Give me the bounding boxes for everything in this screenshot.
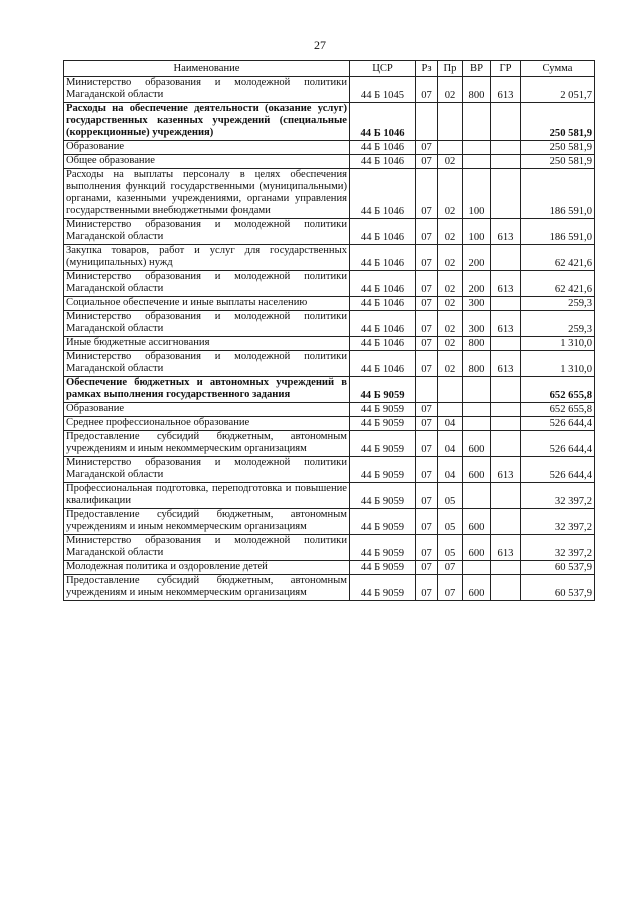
cell-sum: 60 537,9 xyxy=(521,561,595,575)
cell-vr: 100 xyxy=(463,169,491,219)
cell-pr: 05 xyxy=(438,483,463,509)
cell-vr xyxy=(463,561,491,575)
cell-rz: 07 xyxy=(416,311,438,337)
cell-vr xyxy=(463,141,491,155)
cell-pr: 02 xyxy=(438,337,463,351)
cell-vr xyxy=(463,483,491,509)
cell-pr: 07 xyxy=(438,575,463,601)
cell-csr: 44 Б 1046 xyxy=(350,155,416,169)
cell-sum: 62 421,6 xyxy=(521,271,595,297)
cell-csr: 44 Б 9059 xyxy=(350,575,416,601)
cell-pr xyxy=(438,103,463,141)
cell-sum: 32 397,2 xyxy=(521,509,595,535)
cell-sum: 526 644,4 xyxy=(521,417,595,431)
table-row xyxy=(64,575,595,601)
header-rz: Рз xyxy=(416,61,438,77)
cell-sum: 60 537,9 xyxy=(521,575,595,601)
cell-gr xyxy=(491,155,521,169)
cell-pr: 02 xyxy=(438,245,463,271)
table-row xyxy=(64,535,595,561)
cell-csr: 44 Б 9059 xyxy=(350,535,416,561)
cell-gr: 613 xyxy=(491,457,521,483)
cell-csr: 44 Б 9059 xyxy=(350,403,416,417)
cell-pr xyxy=(438,141,463,155)
cell-gr xyxy=(491,141,521,155)
cell-sum: 186 591,0 xyxy=(521,169,595,219)
cell-csr: 44 Б 1046 xyxy=(350,103,416,141)
cell-gr xyxy=(491,103,521,141)
cell-gr xyxy=(491,245,521,271)
cell-name: Образование xyxy=(64,141,350,155)
cell-pr: 02 xyxy=(438,311,463,337)
cell-vr: 100 xyxy=(463,219,491,245)
table-row xyxy=(64,561,595,575)
cell-pr: 02 xyxy=(438,77,463,103)
header-sum: Сумма xyxy=(521,61,595,77)
cell-vr: 600 xyxy=(463,535,491,561)
header-gr: ГР xyxy=(491,61,521,77)
cell-name: Министерство образования и молодежной политики Магаданской области xyxy=(64,351,350,377)
cell-pr xyxy=(438,403,463,417)
table-row xyxy=(64,483,595,509)
cell-name: Предоставление субсидий бюджетным, автономным учреждениям и иным некоммерческим организациям xyxy=(64,431,350,457)
cell-name: Министерство образования и молодежной политики Магаданской области xyxy=(64,77,350,103)
cell-sum: 259,3 xyxy=(521,297,595,311)
cell-vr: 800 xyxy=(463,337,491,351)
cell-csr: 44 Б 1046 xyxy=(350,219,416,245)
cell-csr: 44 Б 1046 xyxy=(350,245,416,271)
table-row xyxy=(64,77,595,103)
cell-sum: 186 591,0 xyxy=(521,219,595,245)
cell-csr: 44 Б 1046 xyxy=(350,351,416,377)
cell-vr xyxy=(463,103,491,141)
table-row xyxy=(64,337,595,351)
cell-gr: 613 xyxy=(491,351,521,377)
cell-sum: 32 397,2 xyxy=(521,535,595,561)
cell-pr: 04 xyxy=(438,431,463,457)
cell-gr xyxy=(491,377,521,403)
table-row xyxy=(64,377,595,403)
cell-csr: 44 Б 9059 xyxy=(350,561,416,575)
cell-sum: 250 581,9 xyxy=(521,141,595,155)
cell-csr: 44 Б 1046 xyxy=(350,271,416,297)
cell-rz: 07 xyxy=(416,457,438,483)
cell-name: Предоставление субсидий бюджетным, автономным учреждениям и иным некоммерческим организациям xyxy=(64,509,350,535)
cell-rz: 07 xyxy=(416,431,438,457)
cell-csr: 44 Б 1046 xyxy=(350,141,416,155)
table-row xyxy=(64,245,595,271)
cell-vr: 300 xyxy=(463,311,491,337)
table-row xyxy=(64,311,595,337)
cell-rz: 07 xyxy=(416,561,438,575)
cell-csr: 44 Б 1046 xyxy=(350,297,416,311)
cell-vr: 200 xyxy=(463,245,491,271)
cell-name: Обеспечение бюджетных и автономных учреждений в рамках выполнения государственного задания xyxy=(64,377,350,403)
cell-vr: 600 xyxy=(463,509,491,535)
cell-name: Министерство образования и молодежной политики Магаданской области xyxy=(64,311,350,337)
header-vr: ВР xyxy=(463,61,491,77)
cell-name: Закупка товаров, работ и услуг для государственных (муниципальных) нужд xyxy=(64,245,350,271)
cell-csr: 44 Б 1045 xyxy=(350,77,416,103)
table-row xyxy=(64,297,595,311)
cell-vr: 200 xyxy=(463,271,491,297)
cell-name: Министерство образования и молодежной политики Магаданской области xyxy=(64,457,350,483)
cell-rz: 07 xyxy=(416,219,438,245)
table-row xyxy=(64,431,595,457)
table-row xyxy=(64,103,595,141)
cell-csr: 44 Б 1046 xyxy=(350,169,416,219)
cell-sum: 652 655,8 xyxy=(521,377,595,403)
table-row xyxy=(64,219,595,245)
header-pr: Пр xyxy=(438,61,463,77)
cell-pr xyxy=(438,377,463,403)
page-number: 27 xyxy=(314,38,326,52)
cell-name: Министерство образования и молодежной политики Магаданской области xyxy=(64,219,350,245)
cell-sum: 250 581,9 xyxy=(521,103,595,141)
cell-gr xyxy=(491,297,521,311)
cell-gr xyxy=(491,509,521,535)
cell-rz: 07 xyxy=(416,141,438,155)
cell-gr xyxy=(491,575,521,601)
cell-rz: 07 xyxy=(416,297,438,311)
cell-gr xyxy=(491,169,521,219)
cell-gr xyxy=(491,337,521,351)
header-name: Наименование xyxy=(64,61,350,77)
cell-name: Министерство образования и молодежной политики Магаданской области xyxy=(64,271,350,297)
cell-name: Министерство образования и молодежной политики Магаданской области xyxy=(64,535,350,561)
cell-name: Социальное обеспечение и иные выплаты населению xyxy=(64,297,350,311)
cell-name: Иные бюджетные ассигнования xyxy=(64,337,350,351)
cell-rz: 07 xyxy=(416,77,438,103)
cell-sum: 32 397,2 xyxy=(521,483,595,509)
cell-vr xyxy=(463,377,491,403)
cell-pr: 02 xyxy=(438,271,463,297)
cell-rz: 07 xyxy=(416,535,438,561)
cell-pr: 04 xyxy=(438,417,463,431)
cell-vr: 600 xyxy=(463,431,491,457)
cell-gr xyxy=(491,483,521,509)
cell-rz: 07 xyxy=(416,245,438,271)
cell-rz: 07 xyxy=(416,509,438,535)
cell-vr: 600 xyxy=(463,457,491,483)
header-csr: ЦСР xyxy=(350,61,416,77)
cell-name: Общее образование xyxy=(64,155,350,169)
cell-name: Предоставление субсидий бюджетным, автономным учреждениям и иным некоммерческим организациям xyxy=(64,575,350,601)
cell-csr: 44 Б 9059 xyxy=(350,509,416,535)
cell-csr: 44 Б 1046 xyxy=(350,311,416,337)
cell-sum: 250 581,9 xyxy=(521,155,595,169)
cell-pr: 02 xyxy=(438,297,463,311)
cell-sum: 1 310,0 xyxy=(521,351,595,377)
cell-rz: 07 xyxy=(416,169,438,219)
cell-csr: 44 Б 1046 xyxy=(350,337,416,351)
table-row xyxy=(64,271,595,297)
cell-gr: 613 xyxy=(491,311,521,337)
cell-vr xyxy=(463,417,491,431)
cell-rz: 07 xyxy=(416,155,438,169)
cell-gr: 613 xyxy=(491,219,521,245)
cell-rz: 07 xyxy=(416,483,438,509)
budget-table xyxy=(63,60,595,601)
cell-csr: 44 Б 9059 xyxy=(350,417,416,431)
table-body xyxy=(64,77,595,601)
cell-sum: 526 644,4 xyxy=(521,431,595,457)
cell-rz: 07 xyxy=(416,417,438,431)
cell-sum: 526 644,4 xyxy=(521,457,595,483)
table-row xyxy=(64,155,595,169)
cell-gr: 613 xyxy=(491,271,521,297)
table-row xyxy=(64,351,595,377)
cell-pr: 02 xyxy=(438,219,463,245)
cell-vr: 600 xyxy=(463,575,491,601)
cell-pr: 02 xyxy=(438,351,463,377)
cell-csr: 44 Б 9059 xyxy=(350,431,416,457)
cell-pr: 05 xyxy=(438,509,463,535)
cell-gr xyxy=(491,417,521,431)
cell-sum: 1 310,0 xyxy=(521,337,595,351)
cell-gr xyxy=(491,403,521,417)
table-row xyxy=(64,457,595,483)
cell-name: Расходы на обеспечение деятельности (оказание услуг) государственных казенных учреждений (специальные (коррекционные) учреждения) xyxy=(64,103,350,141)
cell-rz: 07 xyxy=(416,351,438,377)
cell-rz: 07 xyxy=(416,271,438,297)
cell-rz xyxy=(416,377,438,403)
cell-vr: 300 xyxy=(463,297,491,311)
cell-rz: 07 xyxy=(416,575,438,601)
cell-sum: 652 655,8 xyxy=(521,403,595,417)
cell-name: Расходы на выплаты персоналу в целях обеспечения выполнения функций государственными (муниципальными) органами, казенными учреждениями, органами управления государственными внебюджетными фондами xyxy=(64,169,350,219)
cell-pr: 05 xyxy=(438,535,463,561)
cell-name: Профессиональная подготовка, переподготовка и повышение квалификации xyxy=(64,483,350,509)
cell-csr: 44 Б 9059 xyxy=(350,483,416,509)
cell-vr xyxy=(463,155,491,169)
table-row xyxy=(64,141,595,155)
cell-vr: 800 xyxy=(463,77,491,103)
cell-name: Образование xyxy=(64,403,350,417)
cell-sum: 259,3 xyxy=(521,311,595,337)
table-row xyxy=(64,417,595,431)
cell-rz: 07 xyxy=(416,403,438,417)
cell-gr: 613 xyxy=(491,535,521,561)
cell-pr: 04 xyxy=(438,457,463,483)
cell-csr: 44 Б 9059 xyxy=(350,377,416,403)
table-row xyxy=(64,509,595,535)
cell-name: Среднее профессиональное образование xyxy=(64,417,350,431)
cell-vr xyxy=(463,403,491,417)
cell-gr xyxy=(491,561,521,575)
cell-rz: 07 xyxy=(416,337,438,351)
table-header-row xyxy=(64,61,595,77)
cell-pr: 02 xyxy=(438,155,463,169)
table-row xyxy=(64,403,595,417)
cell-vr: 800 xyxy=(463,351,491,377)
cell-gr: 613 xyxy=(491,77,521,103)
cell-gr xyxy=(491,431,521,457)
cell-sum: 62 421,6 xyxy=(521,245,595,271)
cell-csr: 44 Б 9059 xyxy=(350,457,416,483)
cell-name: Молодежная политика и оздоровление детей xyxy=(64,561,350,575)
table-row xyxy=(64,169,595,219)
cell-rz xyxy=(416,103,438,141)
cell-pr: 07 xyxy=(438,561,463,575)
cell-sum: 2 051,7 xyxy=(521,77,595,103)
cell-pr: 02 xyxy=(438,169,463,219)
